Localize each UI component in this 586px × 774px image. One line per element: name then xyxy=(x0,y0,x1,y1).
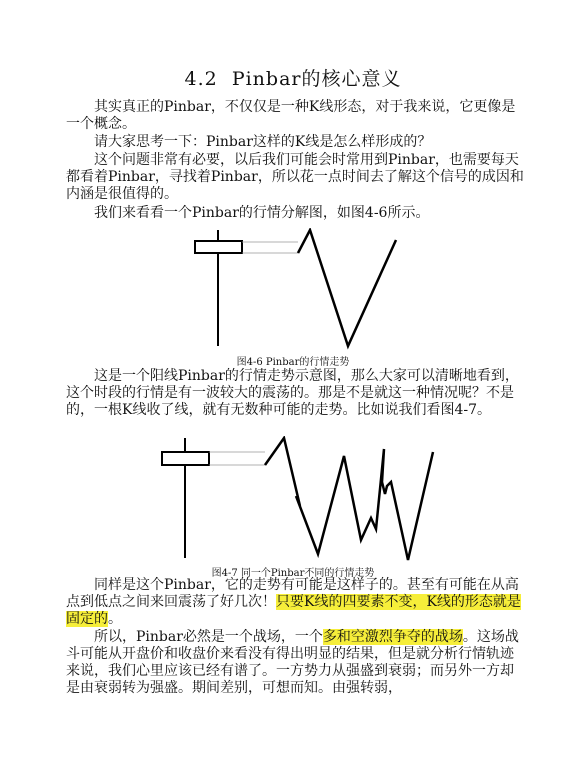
paragraph-2: 请大家思考一下：Pinbar这样的K线是怎么样形成的？ xyxy=(94,134,432,150)
section-number: 4.2 xyxy=(184,68,218,90)
paragraph-6-text: 同样是这个Pinbar，它的走势有可能是这样子的。甚至有可能在从高点到低点之间来回震荡了好几次！ xyxy=(66,577,519,610)
paragraph-7 xyxy=(66,629,524,697)
figure-4-7-caption: 图4-7 同一个Pinbar不同的行情走势 xyxy=(211,568,375,579)
highlighted-text: 只要K线的四要素不变，K线的形态就是固定的 xyxy=(66,594,521,627)
figure-4-7-diagram xyxy=(0,436,586,564)
section-heading xyxy=(0,64,586,91)
paragraph-1: 其实真正的Pinbar，不仅仅是一种K线形态，对于我来说，它更像是一个概念。 xyxy=(66,99,516,132)
figure-4-6-diagram xyxy=(0,228,586,353)
pinbar-body xyxy=(195,241,242,253)
paragraph-6-end: 。 xyxy=(108,611,122,627)
paragraph-3: 这个问题非常有必要，以后我们可能会时常用到Pinbar，也需要每天都看着Pinbar，寻找着Pinbar，所以花一点时间去了解这个信号的成因和内涵是很值得的。 xyxy=(66,152,524,202)
paragraph-4: 我们来看看一个Pinbar的行情分解图，如图4-6所示。 xyxy=(94,205,430,221)
paragraph-7-text-b: 。这场战斗可能从开盘价和收盘价来看没有得出明显的结果，但是就分析行情轨迹来说，我们心里应该已经有谱了。一方势力从强盛到衰弱；而另外一方却是由衰弱转为强盛。期间差别，可想而知。由强转弱， xyxy=(66,629,519,696)
price-path-line xyxy=(298,230,396,346)
paragraph-7-text-a: 所以，Pinbar必然是一个战场，一个 xyxy=(94,629,323,645)
paragraph-6 xyxy=(66,577,524,628)
price-path-line xyxy=(265,438,433,560)
highlighted-text: 多和空激烈争夺的战场 xyxy=(322,629,463,645)
paragraph-5: 这是一个阳线Pinbar的行情走势示意图，那么大家可以清晰地看到，这个时段的行情是有一波较大的震荡的。那是不是就这一种情况呢？不是的，一根K线收了线，就有无数种可能的走势。比如说我们看图4-7。 xyxy=(66,368,519,418)
figure-4-6-caption: 图4-6 Pinbar的行情走势 xyxy=(236,357,350,368)
pinbar-body xyxy=(162,452,209,465)
section-title: Pinbar的核心意义 xyxy=(231,68,402,90)
